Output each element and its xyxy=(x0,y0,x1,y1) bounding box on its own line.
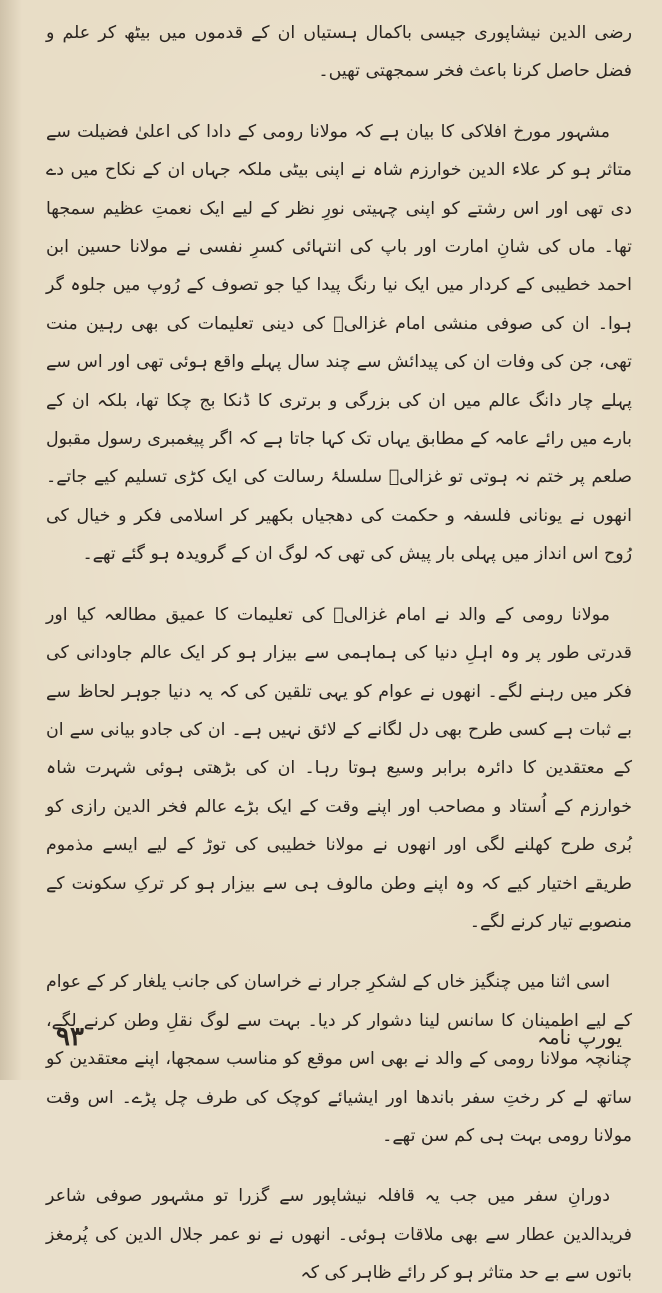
paragraph-4: اسی اثنا میں چنگیز خاں کے لشکرِ جرار نے خراسان کی جانب یلغار کر کے عوام کے لیے اطمینان کا سانس لینا دشوار کر دیا۔ بہت سے لوگ نقلِ وطن کرنے لگے، چنانچہ مولانا رومی کے والد نے بھی اس موقع کو مناسب سمجھا، اپنے معتقدین کو ساتھ لے کر رختِ سفر باندھا اور ایشیائے کوچک کی طرف چل پڑے۔ اس وقت مولانا رومی بہت ہی کم سن تھے۔ xyxy=(46,972,632,1146)
page-number: ۹۳ xyxy=(56,1022,84,1052)
paragraph-2: مشہور مورخ افلاکی کا بیان ہے کہ مولانا رومی کے دادا کی اعلیٰ فضیلت سے متاثر ہو کر علاء الدین خوارزم شاہ نے اپنی بیٹی ملکہ جہاں ان کے نکاح میں دے دی تھی اور اس رشتے کو اپنی چہیتی نورِ نظر کے لیے ایک نعمتِ عظیم سمجھا تھا۔ ماں کی شانِ امارت اور باپ کی انتہائی کسرِ نفسی نے مولانا حسین ابن احمد خطیبی کے کردار میں ایک نیا رنگ پیدا کیا جو تصوف کے رُوپ میں جلوہ گر ہوا۔ ان کی صوفی منشی امام غزالیؒ کی دینی تعلیمات کی بھی رہین منت تھی، جن کی وفات ان کی پیدائش سے چند سال پہلے واقع ہوئی تھی اور اس سے پہلے چار دانگ عالم میں ان کی بزرگی و برتری کا ڈنکا بج چکا تھا، بلکہ ان کے بارے میں رائے عامہ کے مطابق یہاں تک کہا جاتا ہے کہ اگر پیغمبری رسول مقبول صلعم پر ختم نہ ہوتی تو غزالیؒ سلسلۂ رسالت کی ایک کڑی تسلیم کیے جاتے۔ انھوں نے یونانی فلسفہ و حکمت کی دھجیاں بکھیر کر اسلامی فکر و خیال کی رُوح اس انداز میں پہلی بار پیش کی تھی کہ لوگ ان کے گرویدہ ہو گئے تھے۔ xyxy=(46,121,632,565)
page-footer xyxy=(56,1020,622,1054)
paragraph-3: مولانا رومی کے والد نے امام غزالیؒ کی تعلیمات کا عمیق مطالعہ کیا اور قدرتی طور پر وہ اہلِ دنیا کی ہماہمی سے بیزار ہو کر ایک عالم جاودانی کی فکر میں رہنے لگے۔ انھوں نے عوام کو یہی تلقین کی کہ یہ دنیا جوہر لحاظ سے بے ثبات ہے کسی طرح بھی دل لگانے کے لائق نہیں ہے۔ ان کی جادو بیانی سے ان کے معتقدین کا دائرہ برابر وسیع ہوتا رہا۔ ان کی بڑھتی ہوئی شہرت شاہ خوارزم کے اُستاد و مصاحب اور اپنے وقت کے ایک بڑے عالم فخر الدین رازی کو بُری طرح کھلنے لگی اور انھوں نے مولانا خطیبی کی توڑ کے لیے ایسے مذموم طریقے اختیار کیے کہ وہ اپنے وطن مالوف ہی سے بیزار ہو کر ترکِ سکونت کے منصوبے تیار کرنے لگے۔ xyxy=(46,604,632,932)
running-title: یورپ نامہ xyxy=(537,1025,622,1049)
paragraph-5: دورانِ سفر میں جب یہ قافلہ نیشاپور سے گزرا تو مشہور صوفی شاعر فریدالدین عطار سے بھی ملاقات ہوئی۔ انھوں نے نو عمر جلال الدین کی پُرمغز باتوں سے بے حد متاثر ہو کر رائے ظاہر کی کہ xyxy=(46,1186,632,1284)
paragraph-1: رضی الدین نیشاپوری جیسی باکمال ہستیاں ان کے قدموں میں بیٹھ کر علم و فضل حاصل کرنا باعث فخر سمجھتی تھیں۔ xyxy=(46,23,632,82)
